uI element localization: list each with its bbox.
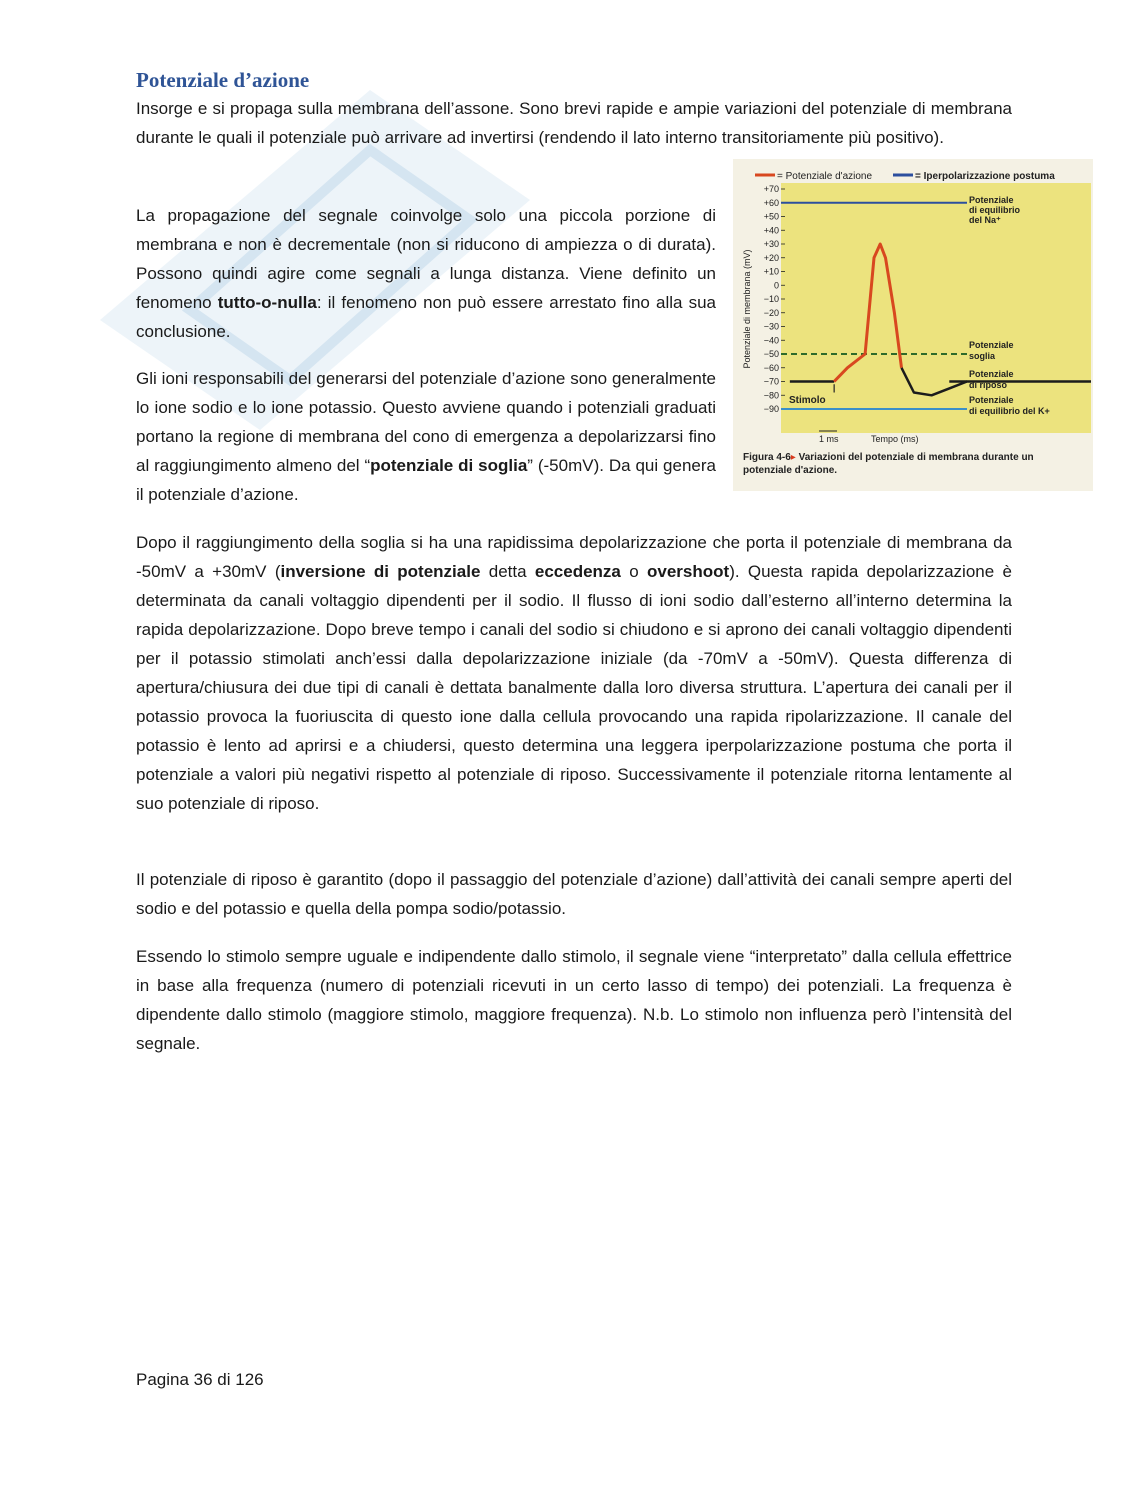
plot-area: [781, 183, 1091, 433]
label-soglia-1: Potenziale: [969, 340, 1014, 350]
paragraph-resting: Il potenziale di riposo è garantito (dopo il passaggio del potenziale d’azione) dall’attività dei canali sempre aperti del sodio e del potassio e quella della pompa sodio/potassio.: [136, 870, 1012, 918]
y-tick-label: +40: [763, 225, 779, 236]
paragraph-propagation: La propagazione del segnale coinvolge solo una piccola porzione di membrana e non è decrementale (non si riducono di ampiezza o di durata). Possono quindi agire come segnali a lunga distanza. Viene definito un fenomeno tutto-o-nulla: il fenomeno non può essere arrestato fino alla sua conclusione.: [136, 206, 716, 341]
paragraph-intro: Insorge e si propaga sulla membrana dell’assone. Sono brevi rapide e ampie variazioni del potenziale di membrana durante le quali il potenziale può arrivare ad invertirsi (rendendo il lato interno transitoriamente più positivo).: [136, 99, 1012, 147]
y-tick-label: −60: [763, 362, 779, 373]
action-potential-figure: [733, 159, 1093, 491]
y-tick-label: 0: [773, 280, 779, 291]
label-k-2: di equilibrio del K+: [969, 406, 1050, 416]
y-tick-label: −10: [763, 294, 779, 304]
y-tick-label: −70: [763, 376, 779, 387]
figure-caption: Figura 4-6▸ Variazioni del potenziale di membrana durante un potenziale d'azione.: [743, 452, 1034, 476]
y-tick-label: +70: [763, 184, 779, 194]
label-stimolo: Stimolo: [789, 395, 826, 406]
label-riposo-2: di riposo: [969, 380, 1007, 390]
label-k-1: Potenziale: [969, 395, 1014, 405]
y-tick-label: −30: [763, 321, 779, 332]
paragraph-depolarization: Dopo il raggiungimento della soglia si ha una rapidissima depolarizzazione che porta il potenziale di membrana da -50mV a +30mV (inversione di potenziale detta eccedenza o overshoot). Questa rapida depolarizzazione è determinata da canali voltaggio dipendenti per il sodio. Il flusso di ioni sodio dall’esterno all’interno determina la rapida depolarizzazione. Dopo breve tempo i canali del sodio si chiudono e si aprono dei canali voltaggio dipendenti per il potassio stimolati anch’essi dalla depolarizzazione iniziale (da -70mV a -50mV). Questa differenza di apertura/chiusura dei due tipi di canali è dettata banalmente dalla loro diversa struttura. L’apertura dei canali per il potassio provoca la fuoriuscita di questo ione dalla cellula provocando una rapida ripolarizzazione. Il canale del potassio è lento ad aprirsi e a chiudersi, questo determina una leggera iperpolarizzazione postuma che porta il potenziale a valori più negativi rispetto al potenziale di riposo. Successivamente il potenziale ritorna lentamente al suo potenziale di riposo.: [136, 533, 1012, 813]
paragraph-frequency: Essendo lo stimolo sempre uguale e indipendente dallo stimolo, il segnale viene “interpretato” dalla cellula effettrice in base alla frequenza (numero di potenziali ricevuti in un certo lasso di tempo) dei potenziali. La frequenza è dipendente dallo stimolo (maggiore stimolo, maggiore frequenza). N.b. Lo stimolo non influenza però l’intensità del segnale.: [136, 947, 1012, 1053]
label-na-1: Potenziale: [969, 195, 1014, 205]
y-tick-label: −20: [763, 307, 779, 318]
legend-hyperpolarization: = Iperpolarizzazione postuma: [915, 171, 1055, 182]
y-tick-label: +30: [763, 239, 779, 249]
y-tick-label: −80: [763, 390, 779, 401]
y-tick-label: −90: [763, 404, 779, 414]
label-na-2: di equilibrio: [969, 205, 1020, 215]
y-axis-label: Potenziale di membrana (mV): [742, 249, 752, 369]
legend-action-potential: = Potenziale d'azione: [777, 171, 873, 182]
y-tick-label: −50: [763, 349, 779, 359]
paragraph-ions: Gli ioni responsabili del generarsi del potenziale d’azione sono generalmente lo ione sodio e lo ione potassio. Questo avviene quando i potenziali graduati portano la regione di membrana del cono di emergenza a depolarizzarsi fino al raggiungimento almeno del “potenziale di soglia” (-50mV). Da qui genera il potenziale d’azione.: [136, 369, 716, 504]
y-tick-label: +20: [763, 252, 779, 263]
y-tick-label: +50: [763, 211, 779, 222]
label-soglia-2: soglia: [969, 351, 996, 361]
action-potential-chart: [733, 159, 1093, 449]
label-riposo-1: Potenziale: [969, 369, 1014, 379]
section-title: Potenziale d’azione: [136, 68, 310, 92]
y-tick-label: +10: [763, 266, 779, 277]
page-footer: Pagina 36 di 126: [136, 1370, 264, 1389]
y-tick-label: −40: [763, 335, 779, 346]
x-scale-label: 1 ms: [819, 434, 839, 444]
x-axis-label: Tempo (ms): [871, 434, 919, 444]
y-tick-label: +60: [763, 197, 779, 208]
label-na-3: del Na⁺: [969, 215, 1001, 225]
